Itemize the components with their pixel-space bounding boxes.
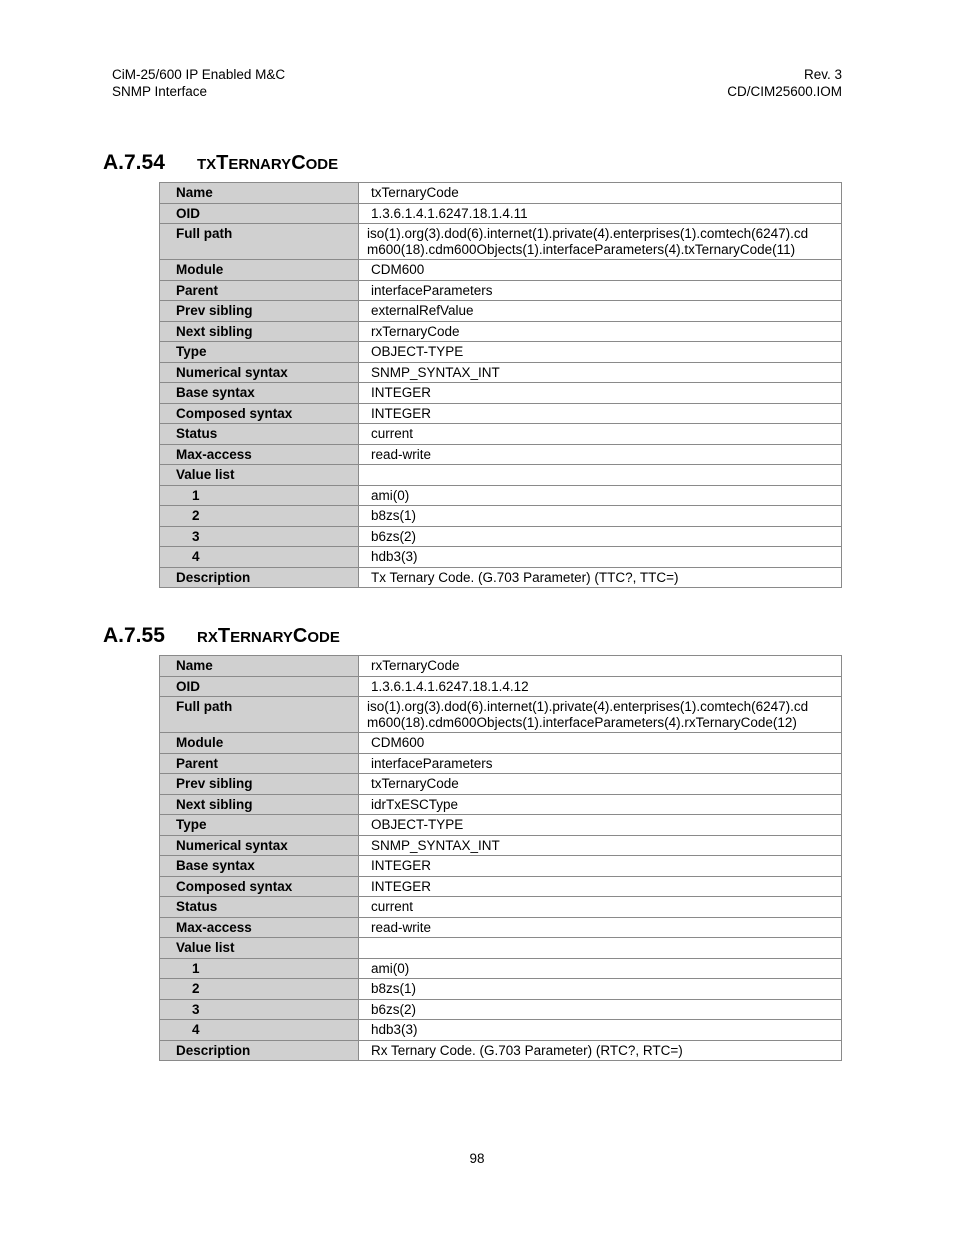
row-value: interfaceParameters xyxy=(359,280,842,301)
row-value: interfaceParameters xyxy=(359,753,842,774)
header-docid: CD/CIM25600.IOM xyxy=(727,83,842,99)
oid-table xyxy=(159,655,842,1061)
row-label: OID xyxy=(160,203,359,224)
value-index: 3 xyxy=(160,999,359,1020)
row-value: rxTernaryCode xyxy=(359,656,842,677)
table-row xyxy=(160,280,842,301)
row-label: Value list xyxy=(160,465,359,486)
row-value: iso(1).org(3).dod(6).internet(1).private(4).enterprises(1).comtech(6247).cd m600(18).cdm600Objects(1).interfaceParameters(4).txTernaryCode(11) xyxy=(359,224,842,260)
row-value: 1.3.6.1.4.1.6247.18.1.4.11 xyxy=(359,203,842,224)
row-value: idrTxESCType xyxy=(359,794,842,815)
value-name: ami(0) xyxy=(359,958,842,979)
header-left xyxy=(112,67,285,100)
row-value: INTEGER xyxy=(359,876,842,897)
table-row xyxy=(160,835,842,856)
table-row xyxy=(160,876,842,897)
section-title: RXTERNARYCODE xyxy=(197,625,340,647)
table-row xyxy=(160,526,842,547)
row-value: txTernaryCode xyxy=(359,774,842,795)
row-value xyxy=(359,938,842,959)
row-value: externalRefValue xyxy=(359,301,842,322)
value-name: b6zs(2) xyxy=(359,999,842,1020)
value-index: 2 xyxy=(160,506,359,527)
row-label: Type xyxy=(160,815,359,836)
row-label: OID xyxy=(160,676,359,697)
row-label: Next sibling xyxy=(160,321,359,342)
table-row xyxy=(160,856,842,877)
row-label: Prev sibling xyxy=(160,301,359,322)
table-row xyxy=(160,676,842,697)
table-row xyxy=(160,485,842,506)
row-label: Base syntax xyxy=(160,383,359,404)
table-row xyxy=(160,697,842,733)
row-label: Parent xyxy=(160,280,359,301)
section-title: TXTERNARYCODE xyxy=(197,152,339,174)
table-row xyxy=(160,383,842,404)
row-value: current xyxy=(359,424,842,445)
table-row xyxy=(160,260,842,281)
value-index: 2 xyxy=(160,979,359,1000)
row-label: Max-access xyxy=(160,917,359,938)
table-row xyxy=(160,567,842,588)
table-row xyxy=(160,301,842,322)
row-label: Next sibling xyxy=(160,794,359,815)
table-row xyxy=(160,794,842,815)
table-row xyxy=(160,1020,842,1041)
oid-table xyxy=(159,182,842,588)
table-row xyxy=(160,774,842,795)
value-index: 1 xyxy=(160,958,359,979)
table-row xyxy=(160,362,842,383)
row-label: Module xyxy=(160,260,359,281)
row-label: Value list xyxy=(160,938,359,959)
value-name: b8zs(1) xyxy=(359,506,842,527)
row-value: rxTernaryCode xyxy=(359,321,842,342)
row-label: Numerical syntax xyxy=(160,362,359,383)
row-label: Description xyxy=(160,1040,359,1061)
table-row xyxy=(160,183,842,204)
value-index: 4 xyxy=(160,547,359,568)
value-name: b6zs(2) xyxy=(359,526,842,547)
row-label: Name xyxy=(160,183,359,204)
row-label: Status xyxy=(160,424,359,445)
table-row xyxy=(160,958,842,979)
row-label: Module xyxy=(160,733,359,754)
value-index: 1 xyxy=(160,485,359,506)
row-label: Status xyxy=(160,897,359,918)
row-label: Prev sibling xyxy=(160,774,359,795)
row-value: SNMP_SYNTAX_INT xyxy=(359,835,842,856)
table-row xyxy=(160,403,842,424)
table-row xyxy=(160,506,842,527)
table-row xyxy=(160,203,842,224)
table-row xyxy=(160,321,842,342)
table-row xyxy=(160,938,842,959)
row-label: Base syntax xyxy=(160,856,359,877)
value-name: b8zs(1) xyxy=(359,979,842,1000)
row-label: Full path xyxy=(160,224,359,260)
section-heading xyxy=(103,624,340,648)
row-value: CDM600 xyxy=(359,260,842,281)
row-label: Parent xyxy=(160,753,359,774)
table-row xyxy=(160,444,842,465)
table-row xyxy=(160,1040,842,1061)
header-product: CiM-25/600 IP Enabled M&C xyxy=(112,67,286,82)
row-value: txTernaryCode xyxy=(359,183,842,204)
row-value: OBJECT-TYPE xyxy=(359,342,842,363)
table-row xyxy=(160,342,842,363)
row-label: Composed syntax xyxy=(160,403,359,424)
row-value: INTEGER xyxy=(359,383,842,404)
header-subtitle: SNMP Interface xyxy=(112,83,208,99)
row-label: Type xyxy=(160,342,359,363)
section-number: A.7.54 xyxy=(103,151,165,174)
table-row xyxy=(160,656,842,677)
value-name: hdb3(3) xyxy=(359,1020,842,1041)
table-row xyxy=(160,465,842,486)
row-value: Rx Ternary Code. (G.703 Parameter) (RTC?, RTC=) xyxy=(359,1040,842,1061)
table-row xyxy=(160,224,842,260)
section-number: A.7.55 xyxy=(103,624,165,647)
section-heading xyxy=(103,151,338,175)
table-row xyxy=(160,979,842,1000)
row-value xyxy=(359,465,842,486)
value-index: 4 xyxy=(160,1020,359,1041)
row-value: Tx Ternary Code. (G.703 Parameter) (TTC?, TTC=) xyxy=(359,567,842,588)
row-value: SNMP_SYNTAX_INT xyxy=(359,362,842,383)
row-label: Numerical syntax xyxy=(160,835,359,856)
table-row xyxy=(160,897,842,918)
row-value: current xyxy=(359,897,842,918)
row-label: Composed syntax xyxy=(160,876,359,897)
table-row xyxy=(160,547,842,568)
row-value: INTEGER xyxy=(359,856,842,877)
value-name: ami(0) xyxy=(359,485,842,506)
value-index: 3 xyxy=(160,526,359,547)
table-row xyxy=(160,733,842,754)
header-revision: Rev. 3 xyxy=(803,67,842,82)
row-label: Max-access xyxy=(160,444,359,465)
table-row xyxy=(160,753,842,774)
row-value: read-write xyxy=(359,444,842,465)
table-row xyxy=(160,424,842,445)
row-value: CDM600 xyxy=(359,733,842,754)
row-label: Description xyxy=(160,567,359,588)
row-value: OBJECT-TYPE xyxy=(359,815,842,836)
table-row xyxy=(160,999,842,1020)
row-value: iso(1).org(3).dod(6).internet(1).private(4).enterprises(1).comtech(6247).cd m600(18).cdm600Objects(1).interfaceParameters(4).rxTernaryCode(12) xyxy=(359,697,842,733)
row-value: INTEGER xyxy=(359,403,842,424)
value-name: hdb3(3) xyxy=(359,547,842,568)
row-label: Name xyxy=(160,656,359,677)
row-label: Full path xyxy=(160,697,359,733)
header-right xyxy=(727,67,842,100)
row-value: read-write xyxy=(359,917,842,938)
table-row xyxy=(160,917,842,938)
table-row xyxy=(160,815,842,836)
row-value: 1.3.6.1.4.1.6247.18.1.4.12 xyxy=(359,676,842,697)
page-number: 98 xyxy=(469,1151,485,1166)
